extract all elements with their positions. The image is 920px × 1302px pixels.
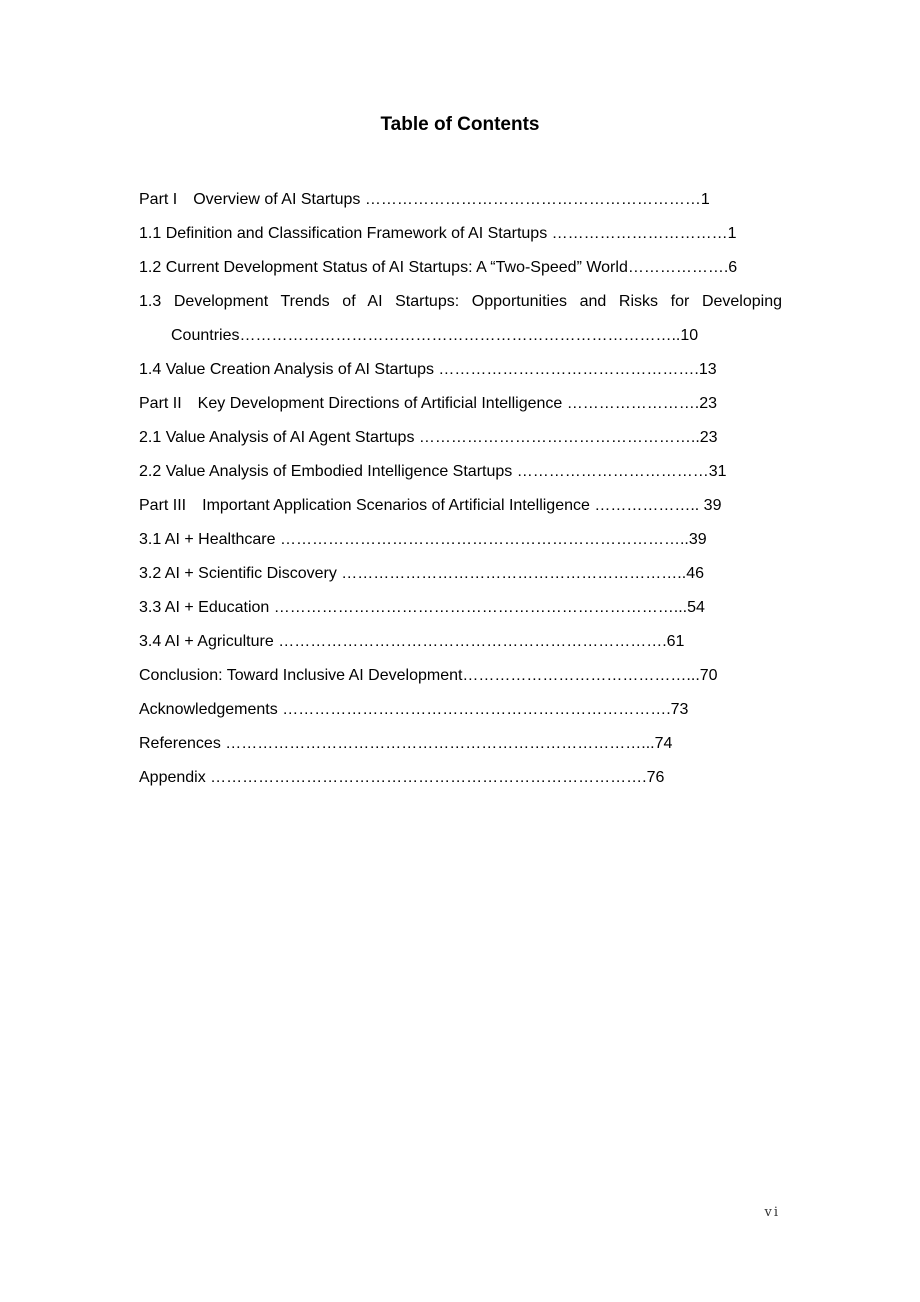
toc-entry-1-2[interactable]: 1.2 Current Development Status of AI Startups: A “Two-Speed” World……………….6 bbox=[139, 259, 738, 276]
toc-entry-1-1[interactable]: 1.1 Definition and Classification Framework of AI Startups ……………………………1 bbox=[139, 225, 737, 242]
toc-entry-1-3[interactable] bbox=[139, 285, 782, 353]
toc-entry-part-3[interactable]: Part III Important Application Scenarios of Artificial Intelligence ……………….. 39 bbox=[139, 497, 722, 514]
toc-entry-3-3[interactable]: 3.3 AI + Education …………………………………………………………………...54 bbox=[139, 599, 705, 616]
page-title: Table of Contents bbox=[380, 114, 540, 135]
toc-entry-2-1[interactable]: 2.1 Value Analysis of AI Agent Startups ……………………………………………..23 bbox=[139, 429, 718, 446]
toc-entry-3-4[interactable]: 3.4 AI + Agriculture ……………………………………………………………….61 bbox=[139, 633, 685, 650]
toc-entry-acknowledgements[interactable]: Acknowledgements ……………………………………………………………….73 bbox=[139, 701, 689, 718]
toc-entry-part-2[interactable]: Part II Key Development Directions of Artificial Intelligence …………………….23 bbox=[139, 395, 717, 412]
toc-entry-conclusion[interactable]: Conclusion: Toward Inclusive AI Development……………………………………...70 bbox=[139, 667, 718, 684]
toc-entry-1-3-line2: Countries………………………………………………………………………..10 bbox=[171, 327, 699, 344]
toc-entry-references[interactable]: References ……………………………………………………………………...74 bbox=[139, 735, 673, 752]
toc-entry-appendix[interactable]: Appendix ……………………………………………………………………….76 bbox=[139, 769, 665, 786]
page-number: vi bbox=[764, 1205, 780, 1220]
toc-entry-3-1[interactable]: 3.1 AI + Healthcare …………………………………………………………………..39 bbox=[139, 531, 707, 548]
toc-entry-1-4[interactable]: 1.4 Value Creation Analysis of AI Startups ………………………………………….13 bbox=[139, 361, 717, 378]
toc-entry-3-2[interactable]: 3.2 AI + Scientific Discovery ………………………………………………………..46 bbox=[139, 565, 704, 582]
toc-entry-1-3-line1: 1.3 Development Trends of AI Startups: Opportunities and Risks for Developing bbox=[139, 293, 782, 310]
toc-entry-part-1[interactable]: Part I Overview of AI Startups ………………………………………………………1 bbox=[139, 191, 710, 208]
toc-entry-2-2[interactable]: 2.2 Value Analysis of Embodied Intelligence Startups ………………………………31 bbox=[139, 463, 727, 480]
toc-list bbox=[139, 183, 782, 795]
